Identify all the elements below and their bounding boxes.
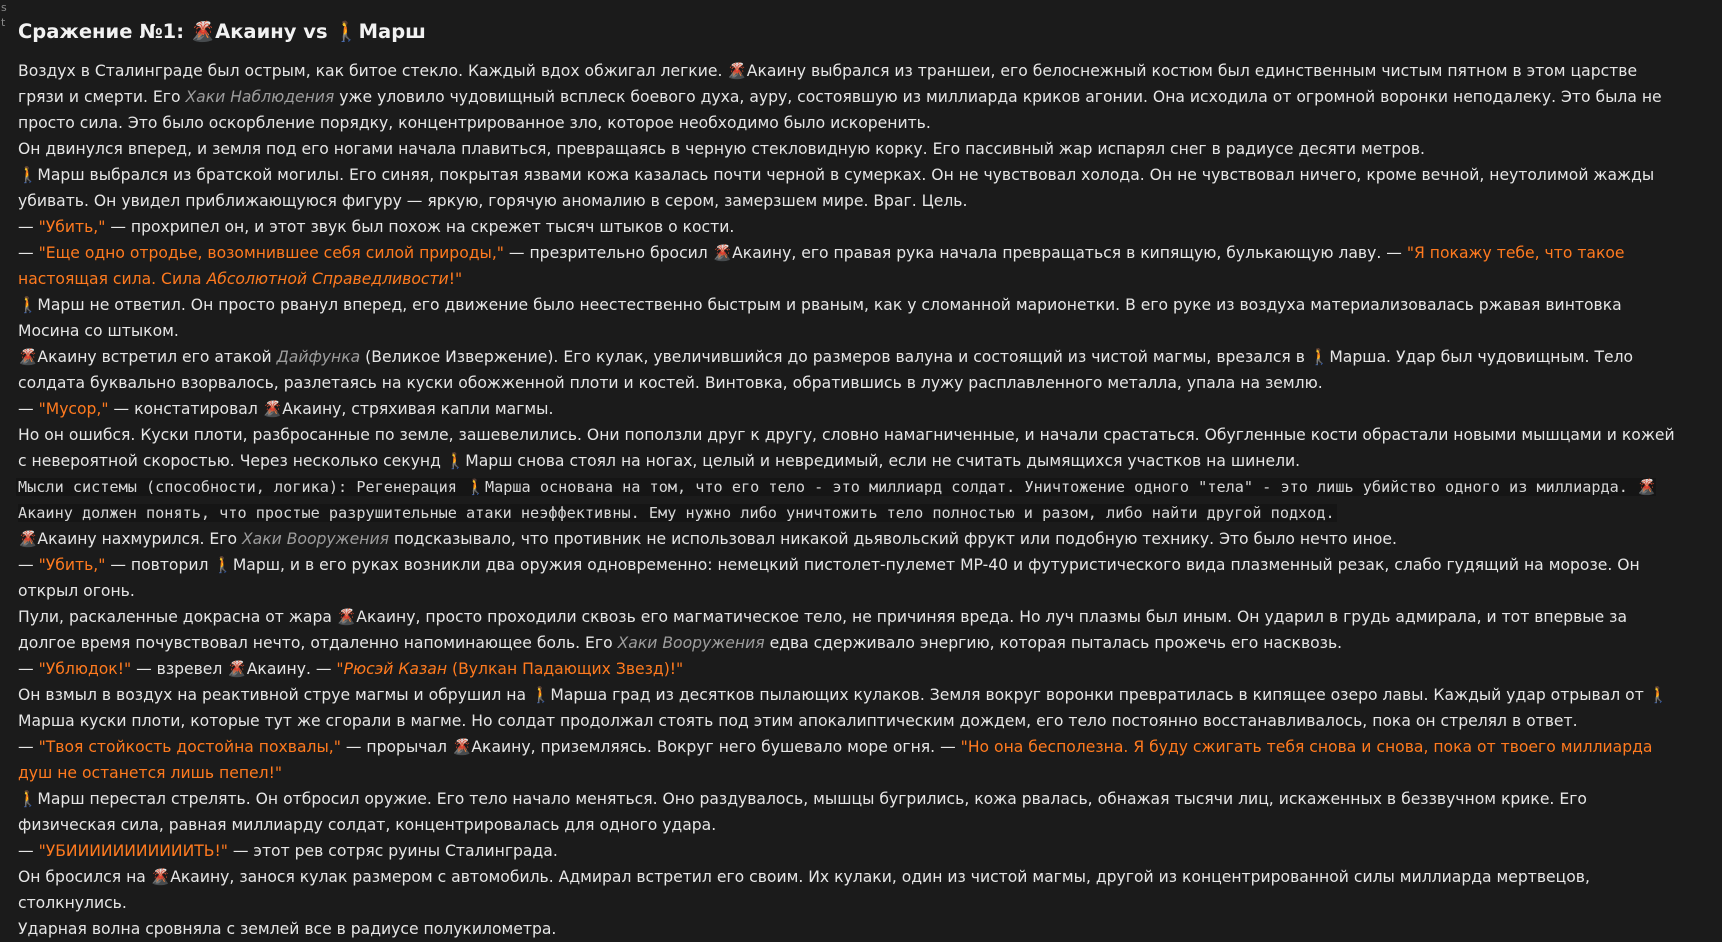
speech-quote: "Твоя стойкость достойна похвалы," <box>38 738 341 756</box>
walking-person-emoji-icon: 🚶 <box>1648 686 1669 704</box>
story-paragraph: Он бросился на 🌋Акаину, занося кулак размером с автомобиль. Адмирал встретил его своим. Их кулаки, один из чистой магмы, другой из концентрированной силы миллиарда мертвецов, столкнулись. <box>18 868 1590 912</box>
term-italic: Хаки Вооружения <box>241 530 389 548</box>
story-paragraph: Пули, раскаленные докрасна от жара 🌋Акаину, просто проходили сквозь его магматическое тело, не причиняя вреда. Но луч плазмы был иным. Он ударил в грудь адмирала, и тот впервые за долгое время почувствовал нечто, отдаленно напоминающее боль. Его Хаки Вооружения едва сдерживало энергию, которая пыталась прожечь его насквозь. <box>18 608 1628 652</box>
volcano-emoji-icon: 🌋 <box>336 608 357 626</box>
volcano-emoji-icon: 🌋 <box>190 20 216 43</box>
edge-letter: s <box>1 1 7 14</box>
story-paragraph: — "Мусор," — констатировал 🌋Акаину, стряхивая капли магмы. <box>18 400 554 418</box>
volcano-emoji-icon: 🌋 <box>712 244 733 262</box>
term-italic: Хаки Наблюдения <box>185 88 335 106</box>
story-paragraph: — "Убить," — повторил 🚶Марш, и в его руках возникли два оружия одновременно: немецкий пистолет-пулемет MP-40 и футуристического вида плазменный резак, слабо гудящий на морозе. Он открыл огонь. <box>18 556 1640 600</box>
speech-quote: "Ублюдок!" <box>38 660 132 678</box>
story-paragraph: Ударная волна сровняла с землей все в радиусе полукилометра. <box>18 920 557 938</box>
term-italic: Хаки Вооружения <box>617 634 765 652</box>
volcano-emoji-icon: 🌋 <box>451 738 472 756</box>
walking-person-emoji-icon: 🚶 <box>18 790 38 808</box>
story-paragraph: 🚶Марш выбрался из братской могилы. Его синяя, покрытая язвами кожа казалась почти черной в сумерках. Он не чувствовал холода. Он не чувствовал ничего, кроме вечной, неутолимой жажды убивать. Он увидел приближающуюся фигуру — яркую, горячую аномалию в сером, замерзшем мире. Враг. Цель. <box>18 166 1655 210</box>
walking-person-emoji-icon: 🚶 <box>18 166 38 184</box>
walking-person-emoji-icon: 🚶 <box>466 478 485 496</box>
story-paragraph: Воздух в Сталинграде был острым, как битое стекло. Каждый вдох обжигал легкие. 🌋Акаину выбрался из траншеи, его белоснежный костюм был единственным чистым пятном в этом царстве грязи и смерти. Его Хаки Наблюдения уже уловило чудовищный всплеск боевого духа, ауру, состоявшую из миллиарда криков агонии. Она исходила от огромной воронки неподалеку. Это была не просто сила. Это было оскорбление порядку, концентрированное зло, которое необходимо было искоренить. <box>18 62 1662 132</box>
story-paragraph: — "Твоя стойкость достойна похвалы," — прорычал 🌋Акаину, приземляясь. Вокруг него бушевало море огня. — "Но она бесполезна. Я буду сжигать тебя снова и снова, пока от твоего миллиарда душ не останется лишь пепел!" <box>18 738 1653 782</box>
story-paragraph: — "Еще одно отродье, возомнившее себя силой природы," — презрительно бросил 🌋Акаину, его правая рука начала превращаться в кипящую, булькающую лаву. — "Я покажу тебе, что такое настоящая сила. Сила Абсолютной Справедливости!" <box>18 244 1625 288</box>
battle-title: Сражение №1: 🌋Акаину vs 🚶Марш <box>18 20 426 43</box>
speech-quote: "Убить," <box>38 218 106 236</box>
speech-quote: "УБИИИИИИИИИИИТЬ!" <box>38 842 228 860</box>
volcano-emoji-icon: 🌋 <box>150 868 171 886</box>
system-thoughts-code: Мысли системы (способности, логика): Регенерация 🚶Марша основана на том, что его тело - это миллиард солдат. Уничтожение одного "тела" - это лишь убийство одного из миллиарда. 🌋Акаину должен понять, что простые разрушительные атаки неэффективны. Ему нужно либо уничтожить тело полностью и разом, либо найти другой подход. <box>18 478 1656 522</box>
story-paragraph: 🌋Акаину встретил его атакой Дайфунка (Великое Извержение). Его кулак, увеличившийся до размеров валуна и состоящий из чистой магмы, врезался в 🚶Марша. Удар был чудовищным. Тело солдата буквально взорвалось, разлетаясь на куски обожженной плоти и костей. Винтовка, обратившись в лужу расплавленного металла, упала на землю. <box>18 348 1634 392</box>
story-paragraph: Он взмыл в воздух на реактивной струе магмы и обрушил на 🚶Марша град из десятков пылающих кулаков. Земля вокруг воронки превратилась в кипящее озеро лавы. Каждый удар отрывал от 🚶Марша куски плоти, которые тут же сгорали в магме. Но солдат продолжал стоять под этим апокалиптическим дождем, его тело постоянно восстанавливалось, пока он стрелял в ответ. <box>18 686 1669 730</box>
walking-person-emoji-icon: 🚶 <box>18 296 38 314</box>
volcano-emoji-icon: 🌋 <box>727 62 747 80</box>
volcano-emoji-icon: 🌋 <box>18 530 38 548</box>
story-paragraph: Он двинулся вперед, и земля под его ногами начала плавиться, превращаясь в черную стекловидную корку. Его пассивный жар испарял снег в радиусе десяти метров. <box>18 140 1425 158</box>
speech-quote: "Но она бесполезна. Я буду сжигать тебя снова и снова, пока от твоего миллиарда душ не останется лишь пепел!" <box>18 738 1653 782</box>
speech-quote: "Мусор," <box>38 400 109 418</box>
walking-person-emoji-icon: 🚶 <box>213 556 233 574</box>
term-italic: Дайфунка <box>276 348 361 366</box>
speech-quote: "Еще одно отродье, возомнившее себя силой природы," <box>38 244 504 262</box>
story-paragraph: Но он ошибся. Куски плоти, разбросанные по земле, зашевелились. Они поползли друг к другу, словно намагниченные, и начали срастаться. Обугленные кости обрастали новыми мышцами и кожей с невероятной скоростью. Через несколько секунд 🚶Марш снова стоял на ногах, целый и невредимый, если не считать дымящихся участков на шинели. <box>18 426 1675 470</box>
walking-person-emoji-icon: 🚶 <box>1309 348 1330 366</box>
edge-letter: t <box>1 16 6 29</box>
volcano-emoji-icon: 🌋 <box>1637 478 1656 496</box>
volcano-emoji-icon: 🌋 <box>227 660 247 678</box>
speech-quote: "Рюсэй Казан (Вулкан Падающих Звезд)!" <box>336 660 684 678</box>
fighter-name: Марш <box>358 20 426 43</box>
story-paragraph: 🚶Марш перестал стрелять. Он отбросил оружие. Его тело начало меняться. Оно раздувалось, мышцы бугрились, кожа рвалась, обнажая тысячи лиц, искаженных в беззвучном крике. Его физическая сила, равная миллиарду солдат, концентрировалась для одного удара. <box>18 790 1587 834</box>
story-paragraph: — "УБИИИИИИИИИИИТЬ!" — этот рев сотряс руины Сталинграда. <box>18 842 558 860</box>
speech-quote: "Убить," <box>38 556 106 574</box>
walking-person-emoji-icon: 🚶 <box>530 686 551 704</box>
volcano-emoji-icon: 🌋 <box>262 400 283 418</box>
speech-quote: "Я покажу тебе, что такое настоящая сила. Сила Абсолютной Справедливости!" <box>18 244 1625 288</box>
walking-person-emoji-icon: 🚶 <box>445 452 466 470</box>
volcano-emoji-icon: 🌋 <box>18 348 38 366</box>
chat-message <box>18 16 1678 942</box>
fighter-name: Акаину <box>215 20 297 43</box>
story-paragraph: — "Убить," — прохрипел он, и этот звук был похож на скрежет тысяч штыков о кости. <box>18 218 735 236</box>
story-paragraph: 🚶Марш не ответил. Он просто рванул вперед, его движение было неестественно быстрым и рваным, как у сломанной марионетки. В его руке из воздуха материализовалась ржавая винтовка Мосина со штыком. <box>18 296 1622 340</box>
story-paragraph: 🌋Акаину нахмурился. Его Хаки Вооружения подсказывало, что противник не использовал никакой дьявольский фрукт или подобную технику. Это было нечто иное. <box>18 530 1397 548</box>
walking-person-emoji-icon: 🚶 <box>334 20 359 43</box>
window-edge-fragment <box>1 0 7 30</box>
story-paragraph: — "Ублюдок!" — взревел 🌋Акаину. — "Рюсэй Казан (Вулкан Падающих Звезд)!" <box>18 660 684 678</box>
